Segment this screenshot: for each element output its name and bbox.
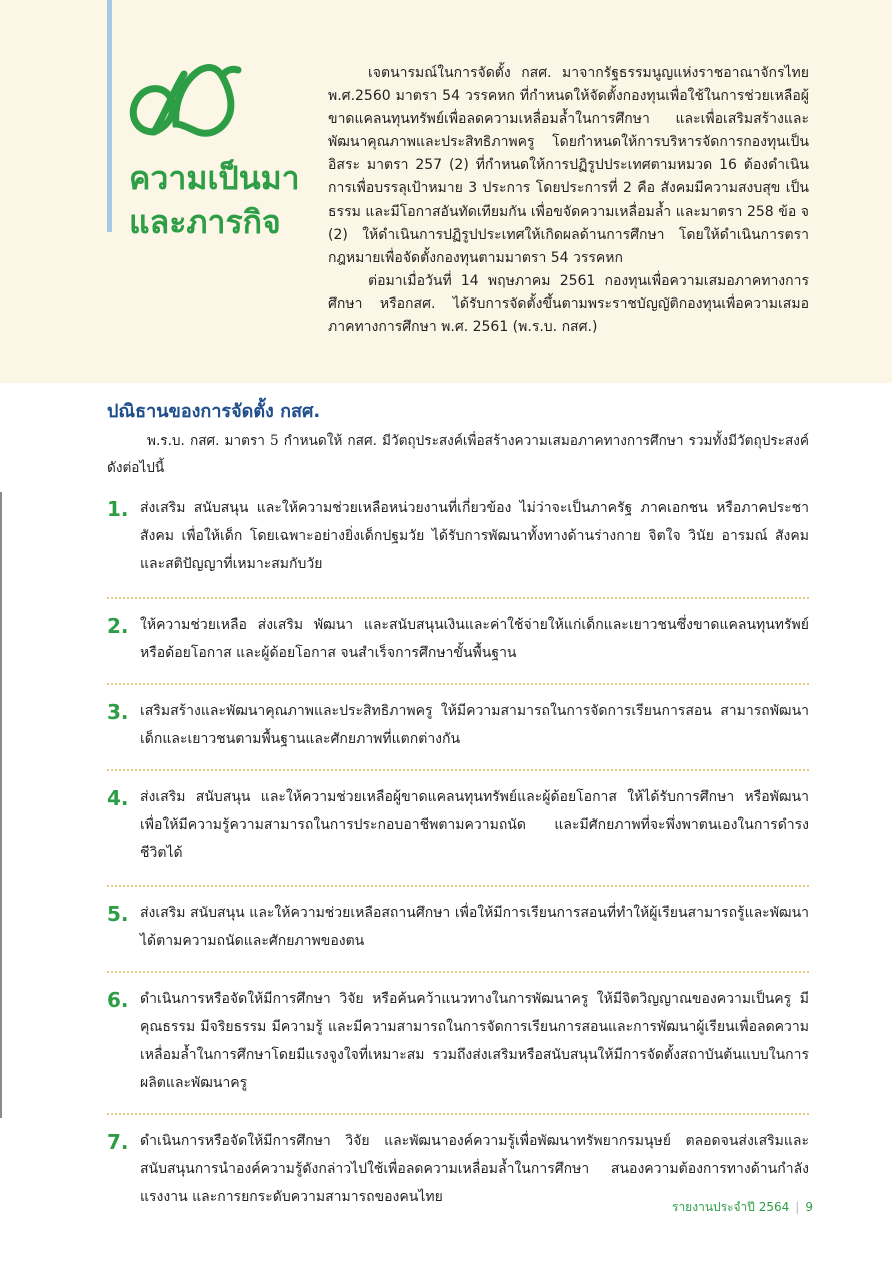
accent-bar <box>107 0 112 232</box>
dotted-divider <box>107 971 809 973</box>
philosophy-text: พ.ร.บ. กสศ. มาตรา 5 กำหนดให้ กสศ. มีวัตถุประสงค์เพื่อสร้างความเสมอภาคทางการศึกษา รวมทั้งมีวัตถุประสงค์ดังต่อไปนี้ <box>107 433 809 476</box>
objective-item <box>107 985 809 1097</box>
objective-number: 4. <box>107 786 129 810</box>
report-title: รายงานประจำปี 2564 <box>672 1200 790 1214</box>
intro-paragraph-2: ต่อมาเมื่อวันที่ 14 พฤษภาคม 2561 กองทุนเพื่อความเสมอภาคทางการศึกษา หรือกสศ. ได้รับการจัดตั้งขึ้นตามพระราชบัญญัติกองทุนเพื่อความเสมอภาคทางการศึกษา พ.ศ. 2561 (พ.ร.บ. กสศ.) <box>328 272 809 336</box>
dotted-divider <box>107 1113 809 1115</box>
footer-separator: | <box>795 1200 800 1214</box>
page-number: 9 <box>805 1200 813 1214</box>
intro-paragraph-1: เจตนารมณ์ในการจัดตั้ง กสศ. มาจากรัฐธรรมนูญแห่งราชอาณาจักรไทย พ.ศ.2560 มาตรา 54 วรรคหก ที่กำหนดให้จัดตั้งกองทุนเพื่อใช้ในการช่วยเหลือผู้ขาดแคลนทุนทรัพย์เพื่อลดความเหลื่อมล้ำในการศึกษา และเพื่อเสริมสร้างและพัฒนาคุณภาพและประสิทธิภาพครู โดยกำหนดให้การบริหารจัดการกองทุนเป็นอิสระ มาตรา 257 (2) ที่กำหนดให้การปฏิรูปประเทศตามหมวด 16 ต้องดำเนินการเพื่อบรรลุเป้าหมาย 3 ประการ โดยประการที่ 2 คือ สังคมมีความสงบสุข เป็นธรรม และมีโอกาสอันทัดเทียมกัน เพื่อขจัดความเหลื่อมล้ำ และมาตรา 258 ข้อ จ (2) ให้ดำเนินการปฏิรูปประเทศให้เกิดผลด้านการศึกษา โดยให้ดำเนินการตรากฎหมายเพื่อจัดตั้งกองทุนตามมาตรา 54 วรรคหก <box>328 65 809 266</box>
dotted-divider <box>107 769 809 771</box>
objective-item <box>107 611 809 667</box>
objective-number: 7. <box>107 1130 129 1154</box>
objective-item <box>107 899 809 955</box>
dotted-divider <box>107 885 809 887</box>
objective-item <box>107 783 809 867</box>
objective-number: 5. <box>107 902 129 926</box>
objective-text: เสริมสร้างและพัฒนาคุณภาพและประสิทธิภาพครู ให้มีความสามารถในการจัดการเรียนการสอน สามารถพัฒนาเด็กและเยาวชนตามพื้นฐานและศักยภาพที่แตกต่างกัน <box>140 703 809 747</box>
dotted-divider <box>107 683 809 685</box>
objective-text: ให้ความช่วยเหลือ ส่งเสริม พัฒนา และสนับสนุนเงินและค่าใช้จ่ายให้แก่เด็กและเยาวชนซึ่งขาดแคลนทุนทรัพย์หรือด้อยโอกาส และผู้ด้อยโอกาส จนสำเร็จการศึกษาขั้นพื้นฐาน <box>140 617 809 661</box>
intro-text <box>328 62 809 339</box>
objective-text: ส่งเสริม สนับสนุน และให้ความช่วยเหลือผู้ขาดแคลนทุนทรัพย์และผู้ด้อยโอกาส ให้ได้รับการศึกษา หรือพัฒนา เพื่อให้มีความรู้ความสามารถในการประกอบอาชีพตามความถนัด และมีศักยภาพที่จะพึ่งพาตนเองในการดำรงชีวิตได้ <box>140 789 809 861</box>
objectives-list <box>107 494 809 1211</box>
objective-text: ดำเนินการหรือจัดให้มีการศึกษา วิจัย และพัฒนาองค์ความรู้เพื่อพัฒนาทรัพยากรมนุษย์ ตลอดจนส่งเสริมและสนับสนุนการนำองค์ความรู้ดังกล่าวไปใช้เพื่อลดความเหลื่อมล้ำในการศึกษา สนองความต้องการทางด้านกำลังแรงงาน และการยกระดับความสามารถของคนไทย <box>140 1133 809 1205</box>
objective-text: ส่งเสริม สนับสนุน และให้ความช่วยเหลือสถานศึกษา เพื่อให้มีการเรียนการสอนที่ทำให้ผู้เรียนสามารถรู้และพัฒนาได้ตามความถนัดและศักยภาพของตน <box>140 905 809 949</box>
objective-number: 1. <box>107 497 129 521</box>
objective-item <box>107 697 809 753</box>
page-footer <box>672 1198 812 1216</box>
objective-number: 3. <box>107 700 129 724</box>
leaf-sprout-icon <box>124 62 254 144</box>
section-title <box>129 156 329 244</box>
dotted-divider <box>107 597 809 599</box>
margin-line <box>0 492 2 1118</box>
objective-text: ดำเนินการหรือจัดให้มีการศึกษา วิจัย หรือค้นคว้าแนวทางในการพัฒนาครู ให้มีจิตวิญญาณของความเป็นครู มีคุณธรรม มีจริยธรรม มีความรู้ และมีความสามารถในการจัดการเรียนการสอนและการพัฒนาผู้เรียนเพื่อลดความเหลื่อมล้ำในการศึกษาโดยมีแรงจูงใจที่เหมาะสม รวมถึงส่งเสริมหรือสนับสนุนให้มีการจัดตั้งสถาบันต้นแบบในการผลิตและพัฒนาครู <box>140 991 809 1091</box>
objective-number: 6. <box>107 988 129 1012</box>
objective-text: ส่งเสริม สนับสนุน และให้ความช่วยเหลือหน่วยงานที่เกี่ยวข้อง ไม่ว่าจะเป็นภาครัฐ ภาคเอกชน หรือภาคประชาสังคม เพื่อให้เด็ก โดยเฉพาะอย่างยิ่งเด็กปฐมวัย ได้รับการพัฒนาทั้งทางด้านร่างกาย จิตใจ วินัย อารมณ์ สังคม และสติปัญญาที่เหมาะสมกับวัย <box>140 500 809 572</box>
title-line-1: ความเป็นมา <box>129 159 300 197</box>
title-line-2: และภารกิจ <box>129 203 281 241</box>
philosophy-heading: ปณิธานของการจัดตั้ง กสศ. <box>107 401 321 422</box>
objective-number: 2. <box>107 614 129 638</box>
objective-item <box>107 494 809 579</box>
